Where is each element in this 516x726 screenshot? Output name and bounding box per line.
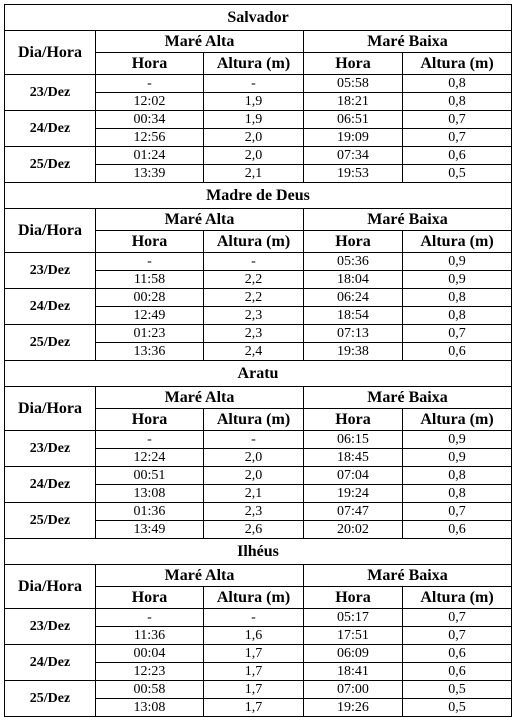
- high-tide-height: 2,2: [204, 289, 304, 307]
- high-tide-time: 13:49: [96, 521, 204, 539]
- header-row: [5, 209, 512, 231]
- low-tide-time: 19:53: [304, 165, 403, 183]
- header-dia-hora: Dia/Hora: [5, 387, 96, 431]
- table-row: [5, 431, 512, 449]
- header-altura-baixa: Altura (m): [403, 53, 512, 75]
- high-tide-height: 1,7: [204, 645, 304, 663]
- location-name: Aratu: [5, 361, 512, 387]
- low-tide-height: 0,6: [403, 645, 512, 663]
- high-tide-time: 00:51: [96, 467, 204, 485]
- low-tide-height: 0,7: [403, 129, 512, 147]
- header-hora-baixa: Hora: [304, 53, 403, 75]
- header-hora-alta: Hora: [96, 409, 204, 431]
- low-tide-height: 0,8: [403, 289, 512, 307]
- high-tide-height: 2,0: [204, 147, 304, 165]
- low-tide-time: 05:17: [304, 609, 403, 627]
- header-altura-alta: Altura (m): [204, 409, 304, 431]
- header-mare-alta: Maré Alta: [96, 387, 304, 409]
- low-tide-time: 20:02: [304, 521, 403, 539]
- high-tide-height: 2,3: [204, 503, 304, 521]
- high-tide-height: 2,3: [204, 325, 304, 343]
- day-label: 25/Dez: [5, 325, 96, 361]
- header-dia-hora: Dia/Hora: [5, 209, 96, 253]
- day-label: 23/Dez: [5, 75, 96, 111]
- low-tide-height: 0,6: [403, 147, 512, 165]
- header-hora-alta: Hora: [96, 53, 204, 75]
- high-tide-time: 12:49: [96, 307, 204, 325]
- header-row: [5, 565, 512, 587]
- high-tide-height: 1,9: [204, 111, 304, 129]
- high-tide-height: 2,4: [204, 343, 304, 361]
- header-row: [5, 387, 512, 409]
- high-tide-height: -: [204, 253, 304, 271]
- day-label: 24/Dez: [5, 111, 96, 147]
- header-altura-alta: Altura (m): [204, 53, 304, 75]
- low-tide-time: 07:34: [304, 147, 403, 165]
- low-tide-time: 05:36: [304, 253, 403, 271]
- day-label: 25/Dez: [5, 681, 96, 717]
- low-tide-time: 19:09: [304, 129, 403, 147]
- low-tide-time: 06:24: [304, 289, 403, 307]
- high-tide-height: 1,7: [204, 681, 304, 699]
- header-dia-hora: Dia/Hora: [5, 31, 96, 75]
- table-row: [5, 325, 512, 343]
- high-tide-height: 2,3: [204, 307, 304, 325]
- table-row: [5, 111, 512, 129]
- table-row: [5, 75, 512, 93]
- low-tide-height: 0,9: [403, 271, 512, 289]
- low-tide-height: 0,6: [403, 521, 512, 539]
- high-tide-time: 13:39: [96, 165, 204, 183]
- high-tide-height: -: [204, 75, 304, 93]
- high-tide-time: -: [96, 609, 204, 627]
- header-mare-alta: Maré Alta: [96, 209, 304, 231]
- low-tide-height: 0,5: [403, 681, 512, 699]
- high-tide-height: 1,7: [204, 699, 304, 717]
- header-mare-alta: Maré Alta: [96, 31, 304, 53]
- location-title-row: [5, 539, 512, 565]
- tide-table-container: [4, 4, 511, 717]
- low-tide-time: 05:58: [304, 75, 403, 93]
- day-label: 24/Dez: [5, 467, 96, 503]
- header-hora-baixa: Hora: [304, 409, 403, 431]
- low-tide-height: 0,7: [403, 503, 512, 521]
- high-tide-time: 11:58: [96, 271, 204, 289]
- location-name: Madre de Deus: [5, 183, 512, 209]
- low-tide-height: 0,8: [403, 93, 512, 111]
- header-mare-baixa: Maré Baixa: [304, 565, 512, 587]
- low-tide-height: 0,9: [403, 449, 512, 467]
- header-dia-hora: Dia/Hora: [5, 565, 96, 609]
- header-row: [5, 31, 512, 53]
- low-tide-time: 19:24: [304, 485, 403, 503]
- header-altura-alta: Altura (m): [204, 231, 304, 253]
- table-row: [5, 645, 512, 663]
- high-tide-time: 11:36: [96, 627, 204, 645]
- header-altura-baixa: Altura (m): [403, 231, 512, 253]
- low-tide-time: 07:13: [304, 325, 403, 343]
- table-row: [5, 609, 512, 627]
- high-tide-time: 00:58: [96, 681, 204, 699]
- high-tide-height: 2,1: [204, 165, 304, 183]
- high-tide-time: -: [96, 431, 204, 449]
- high-tide-time: -: [96, 75, 204, 93]
- low-tide-height: 0,9: [403, 253, 512, 271]
- high-tide-height: -: [204, 609, 304, 627]
- header-mare-baixa: Maré Baixa: [304, 209, 512, 231]
- table-row: [5, 681, 512, 699]
- day-label: 23/Dez: [5, 253, 96, 289]
- high-tide-height: 1,6: [204, 627, 304, 645]
- low-tide-height: 0,7: [403, 325, 512, 343]
- header-hora-alta: Hora: [96, 587, 204, 609]
- day-label: 24/Dez: [5, 289, 96, 325]
- high-tide-height: 2,1: [204, 485, 304, 503]
- day-label: 25/Dez: [5, 503, 96, 539]
- high-tide-time: 00:28: [96, 289, 204, 307]
- table-row: [5, 147, 512, 165]
- table-row: [5, 289, 512, 307]
- high-tide-time: 01:23: [96, 325, 204, 343]
- table-row: [5, 467, 512, 485]
- low-tide-height: 0,5: [403, 165, 512, 183]
- high-tide-height: 1,9: [204, 93, 304, 111]
- day-label: 25/Dez: [5, 147, 96, 183]
- high-tide-time: 01:24: [96, 147, 204, 165]
- high-tide-height: 2,0: [204, 449, 304, 467]
- location-title-row: [5, 5, 512, 31]
- high-tide-time: 12:56: [96, 129, 204, 147]
- high-tide-height: 2,0: [204, 467, 304, 485]
- high-tide-time: 13:36: [96, 343, 204, 361]
- low-tide-height: 0,6: [403, 663, 512, 681]
- low-tide-height: 0,8: [403, 307, 512, 325]
- high-tide-time: 12:23: [96, 663, 204, 681]
- low-tide-time: 19:38: [304, 343, 403, 361]
- low-tide-height: 0,9: [403, 431, 512, 449]
- low-tide-height: 0,5: [403, 699, 512, 717]
- high-tide-height: -: [204, 431, 304, 449]
- header-altura-baixa: Altura (m): [403, 409, 512, 431]
- low-tide-time: 17:51: [304, 627, 403, 645]
- low-tide-time: 06:15: [304, 431, 403, 449]
- low-tide-time: 18:41: [304, 663, 403, 681]
- location-name: Salvador: [5, 5, 512, 31]
- low-tide-height: 0,7: [403, 609, 512, 627]
- low-tide-height: 0,7: [403, 111, 512, 129]
- high-tide-time: 13:08: [96, 485, 204, 503]
- low-tide-time: 06:09: [304, 645, 403, 663]
- low-tide-time: 18:54: [304, 307, 403, 325]
- high-tide-time: 00:04: [96, 645, 204, 663]
- header-hora-baixa: Hora: [304, 231, 403, 253]
- high-tide-time: 12:02: [96, 93, 204, 111]
- high-tide-height: 2,6: [204, 521, 304, 539]
- tide-table: [4, 4, 512, 717]
- header-mare-baixa: Maré Baixa: [304, 387, 512, 409]
- header-mare-alta: Maré Alta: [96, 565, 304, 587]
- header-altura-baixa: Altura (m): [403, 587, 512, 609]
- location-title-row: [5, 361, 512, 387]
- day-label: 23/Dez: [5, 609, 96, 645]
- high-tide-height: 2,0: [204, 129, 304, 147]
- high-tide-time: -: [96, 253, 204, 271]
- low-tide-time: 18:21: [304, 93, 403, 111]
- low-tide-time: 07:04: [304, 467, 403, 485]
- header-hora-baixa: Hora: [304, 587, 403, 609]
- high-tide-time: 00:34: [96, 111, 204, 129]
- high-tide-time: 01:36: [96, 503, 204, 521]
- low-tide-height: 0,6: [403, 343, 512, 361]
- table-row: [5, 253, 512, 271]
- day-label: 23/Dez: [5, 431, 96, 467]
- low-tide-time: 18:45: [304, 449, 403, 467]
- low-tide-time: 07:00: [304, 681, 403, 699]
- header-altura-alta: Altura (m): [204, 587, 304, 609]
- low-tide-time: 07:47: [304, 503, 403, 521]
- location-name: Ilhéus: [5, 539, 512, 565]
- high-tide-height: 2,2: [204, 271, 304, 289]
- header-mare-baixa: Maré Baixa: [304, 31, 512, 53]
- high-tide-time: 12:24: [96, 449, 204, 467]
- header-hora-alta: Hora: [96, 231, 204, 253]
- low-tide-height: 0,7: [403, 627, 512, 645]
- low-tide-time: 19:26: [304, 699, 403, 717]
- table-row: [5, 503, 512, 521]
- low-tide-height: 0,8: [403, 467, 512, 485]
- low-tide-time: 06:51: [304, 111, 403, 129]
- high-tide-height: 1,7: [204, 663, 304, 681]
- low-tide-height: 0,8: [403, 485, 512, 503]
- low-tide-height: 0,8: [403, 75, 512, 93]
- low-tide-time: 18:04: [304, 271, 403, 289]
- high-tide-time: 13:08: [96, 699, 204, 717]
- location-title-row: [5, 183, 512, 209]
- day-label: 24/Dez: [5, 645, 96, 681]
